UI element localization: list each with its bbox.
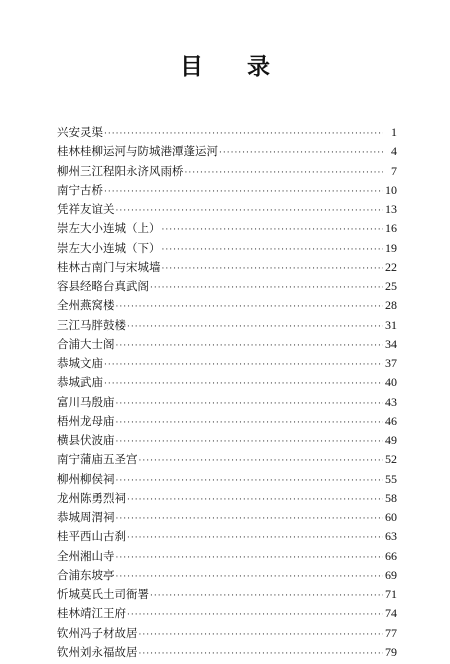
toc-entry[interactable] <box>57 296 397 315</box>
toc-entry-title: 富川马殷庙 <box>57 394 115 409</box>
toc-entry[interactable] <box>57 431 397 450</box>
toc-leader-dots <box>218 144 383 163</box>
toc-leader-dots <box>138 645 384 664</box>
toc-entry-title: 兴安灵渠 <box>57 125 103 139</box>
toc-entry-page: 37 <box>385 356 397 370</box>
toc-entry-title: 全州燕窝楼 <box>57 298 115 313</box>
toc-entry-page: 49 <box>385 433 397 447</box>
toc-entry-page: 13 <box>385 202 397 216</box>
toc-entry[interactable] <box>57 219 397 238</box>
toc-entry[interactable] <box>57 412 397 431</box>
toc-entry-title: 桂林桂柳运河与防城港潭蓬运河 <box>57 144 218 159</box>
toc-entry-page: 31 <box>385 317 397 332</box>
toc-entry[interactable] <box>57 508 397 527</box>
toc-entry-page: 66 <box>385 548 397 563</box>
toc-entry[interactable] <box>57 200 397 219</box>
toc-entry-title: 恭城文庙 <box>57 356 103 370</box>
toc-entry[interactable] <box>57 123 397 142</box>
toc-entry[interactable] <box>57 258 397 277</box>
toc-entry-page: 22 <box>385 259 397 274</box>
toc-entry-title: 忻城莫氏土司衙署 <box>57 587 149 601</box>
toc-entry[interactable] <box>57 393 397 412</box>
toc-entry-title: 桂平西山古刹 <box>57 529 126 544</box>
toc-leader-dots <box>138 626 384 645</box>
toc-entry-page: 25 <box>385 279 397 293</box>
toc-entry-page: 63 <box>385 529 397 544</box>
toc-entry-page: 52 <box>385 452 397 467</box>
page-title: 目 录 <box>179 54 288 80</box>
toc-leader-dots <box>161 260 384 279</box>
toc-entry-page: 10 <box>385 182 397 197</box>
toc-entry-title: 崇左大小连城（上） <box>57 221 161 236</box>
toc-entry-page: 43 <box>385 394 397 409</box>
toc-leader-dots <box>184 164 384 183</box>
toc-entry-page: 16 <box>385 221 397 236</box>
toc-entry-page: 7 <box>391 163 397 178</box>
toc-leader-dots <box>126 318 383 337</box>
toc-entry-title: 三江马胖鼓楼 <box>57 317 126 332</box>
toc-entry[interactable] <box>57 527 397 546</box>
toc-entry-title: 凭祥友谊关 <box>57 202 115 216</box>
toc-entry-title: 南宁蒲庙五圣宫 <box>57 452 138 467</box>
table-of-contents <box>57 123 397 662</box>
toc-entry[interactable] <box>57 643 397 662</box>
toc-entry-title: 钦州刘永福故居 <box>57 644 138 659</box>
toc-entry-title: 柳州三江程阳永济风雨桥 <box>57 163 184 178</box>
toc-leader-dots <box>103 375 383 394</box>
toc-leader-dots <box>138 452 384 471</box>
toc-leader-dots <box>161 221 384 240</box>
toc-entry-title: 龙州陈勇烈祠 <box>57 490 126 505</box>
toc-entry-page: 34 <box>385 336 397 351</box>
toc-leader-dots <box>103 183 383 202</box>
toc-entry[interactable] <box>57 585 397 604</box>
toc-entry-page: 74 <box>385 606 397 621</box>
toc-entry[interactable] <box>57 335 397 354</box>
toc-entry[interactable] <box>57 604 397 623</box>
toc-entry-page: 40 <box>385 375 397 390</box>
toc-entry-page: 4 <box>391 144 397 159</box>
toc-entry-title: 崇左大小连城（下） <box>57 240 161 255</box>
toc-leader-dots <box>126 606 383 625</box>
toc-leader-dots <box>115 337 384 356</box>
toc-entry-title: 横县伏波庙 <box>57 433 115 447</box>
toc-entry-page: 77 <box>385 625 397 640</box>
toc-entry-title: 桂林靖江王府 <box>57 606 126 621</box>
toc-entry[interactable] <box>57 470 397 489</box>
toc-leader-dots <box>115 568 384 587</box>
toc-leader-dots <box>126 529 383 548</box>
toc-entry-title: 桂林古南门与宋城墙 <box>57 259 161 274</box>
toc-entry-page: 58 <box>385 490 397 505</box>
toc-entry-title: 南宁古桥 <box>57 182 103 197</box>
toc-leader-dots <box>103 356 383 375</box>
toc-entry-page: 69 <box>385 567 397 582</box>
toc-leader-dots <box>149 279 383 298</box>
toc-entry-title: 梧州龙母庙 <box>57 413 115 428</box>
toc-leader-dots <box>115 298 384 317</box>
toc-entry-title: 全州湘山寺 <box>57 548 115 563</box>
toc-entry[interactable] <box>57 624 397 643</box>
toc-entry-title: 合浦大士阁 <box>57 336 115 351</box>
toc-entry-page: 1 <box>391 125 397 139</box>
toc-entry-title: 合浦东坡亭 <box>57 567 115 582</box>
toc-entry[interactable] <box>57 566 397 585</box>
toc-entry[interactable] <box>57 450 397 469</box>
toc-entry-page: 71 <box>385 587 397 601</box>
toc-entry[interactable] <box>57 142 397 161</box>
toc-leader-dots <box>115 472 384 491</box>
toc-leader-dots <box>115 510 384 529</box>
toc-entry[interactable] <box>57 373 397 392</box>
toc-entry-page: 60 <box>385 510 397 524</box>
toc-entry-title: 钦州冯子材故居 <box>57 625 138 640</box>
toc-entry-page: 79 <box>385 644 397 659</box>
toc-leader-dots <box>115 395 384 414</box>
toc-entry-title: 容县经略台真武阁 <box>57 279 149 293</box>
toc-entry[interactable] <box>57 277 397 296</box>
toc-entry[interactable] <box>57 547 397 566</box>
toc-entry[interactable] <box>57 489 397 508</box>
toc-entry-page: 19 <box>385 240 397 255</box>
toc-leader-dots <box>149 587 383 606</box>
toc-leader-dots <box>161 241 384 260</box>
toc-leader-dots <box>126 491 383 510</box>
toc-entry-title: 柳州柳侯祠 <box>57 471 115 486</box>
toc-leader-dots <box>115 433 384 452</box>
toc-entry-page: 55 <box>385 471 397 486</box>
toc-entry-title: 恭城武庙 <box>57 375 103 390</box>
toc-entry-page: 46 <box>385 413 397 428</box>
toc-entry[interactable] <box>57 316 397 335</box>
toc-entry-page: 28 <box>385 298 397 313</box>
toc-leader-dots <box>115 549 384 568</box>
toc-leader-dots <box>115 414 384 433</box>
toc-entry[interactable] <box>57 239 397 258</box>
toc-entry[interactable] <box>57 162 397 181</box>
toc-entry-title: 恭城周渭祠 <box>57 510 115 524</box>
toc-entry[interactable] <box>57 354 397 373</box>
toc-entry[interactable] <box>57 181 397 200</box>
